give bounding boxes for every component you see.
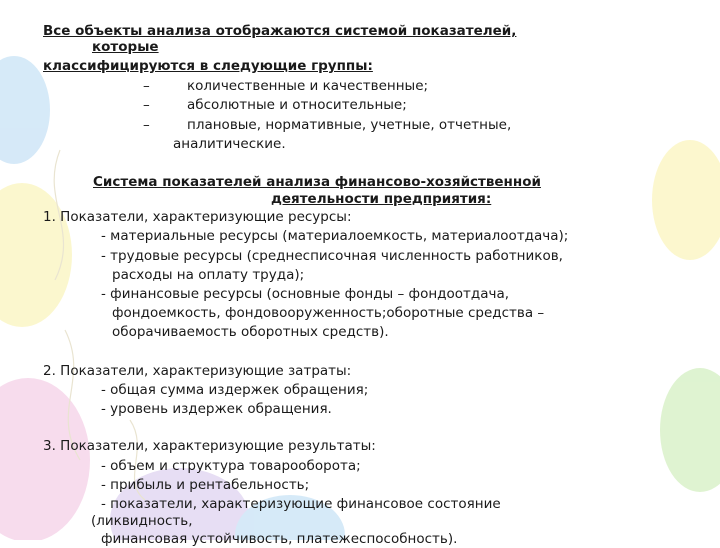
group-line: (ликвидность, bbox=[91, 513, 193, 529]
list-item: количественные и качественные; bbox=[187, 78, 429, 94]
group-line: - объем и структура товарооборота; bbox=[101, 458, 361, 474]
group-line: - уровень издержек обращения. bbox=[101, 401, 332, 417]
list-item: плановые, нормативные, учетные, отчетные, bbox=[187, 117, 512, 133]
group-line: - финансовые ресурсы (основные фонды – фондоотдача, bbox=[101, 286, 510, 302]
list-item-dash: – bbox=[143, 117, 150, 133]
group-line: - показатели, характеризующие финансовое состояние bbox=[101, 496, 501, 512]
intro-title-line1: Все объекты анализа отображаются системой показателей, bbox=[43, 23, 517, 39]
system-heading-line1: Система показателей анализа финансово-хозяйственной bbox=[93, 174, 541, 190]
group-title: 1. Показатели, характеризующие ресурсы: bbox=[43, 209, 352, 225]
group-title: 3. Показатели, характеризующие результаты: bbox=[43, 438, 376, 454]
intro-title-line2: которые bbox=[92, 39, 159, 55]
list-item-continuation: аналитические. bbox=[173, 136, 286, 152]
group-title: 2. Показатели, характеризующие затраты: bbox=[43, 363, 352, 379]
list-item: абсолютные и относительные; bbox=[187, 97, 407, 113]
group-line: расходы на оплату труда); bbox=[112, 267, 305, 283]
group-line: фондоемкость, фондовооруженность;оборотные средства – bbox=[112, 305, 545, 321]
list-item-dash: – bbox=[143, 78, 150, 94]
group-line: финансовая устойчивость, платежеспособность). bbox=[101, 531, 458, 547]
intro-title-line3: классифицируются в следующие группы: bbox=[43, 58, 373, 74]
group-line: оборачиваемость оборотных средств). bbox=[112, 324, 389, 340]
system-heading-line2: деятельности предприятия: bbox=[271, 191, 492, 207]
group-line: - прибыль и рентабельность; bbox=[101, 477, 310, 493]
group-line: - трудовые ресурсы (среднесписочная численность работников, bbox=[101, 248, 563, 264]
group-line: - общая сумма издержек обращения; bbox=[101, 382, 369, 398]
list-item-dash: – bbox=[143, 97, 150, 113]
group-line: - материальные ресурсы (материалоемкость, материалоотдача); bbox=[101, 228, 569, 244]
